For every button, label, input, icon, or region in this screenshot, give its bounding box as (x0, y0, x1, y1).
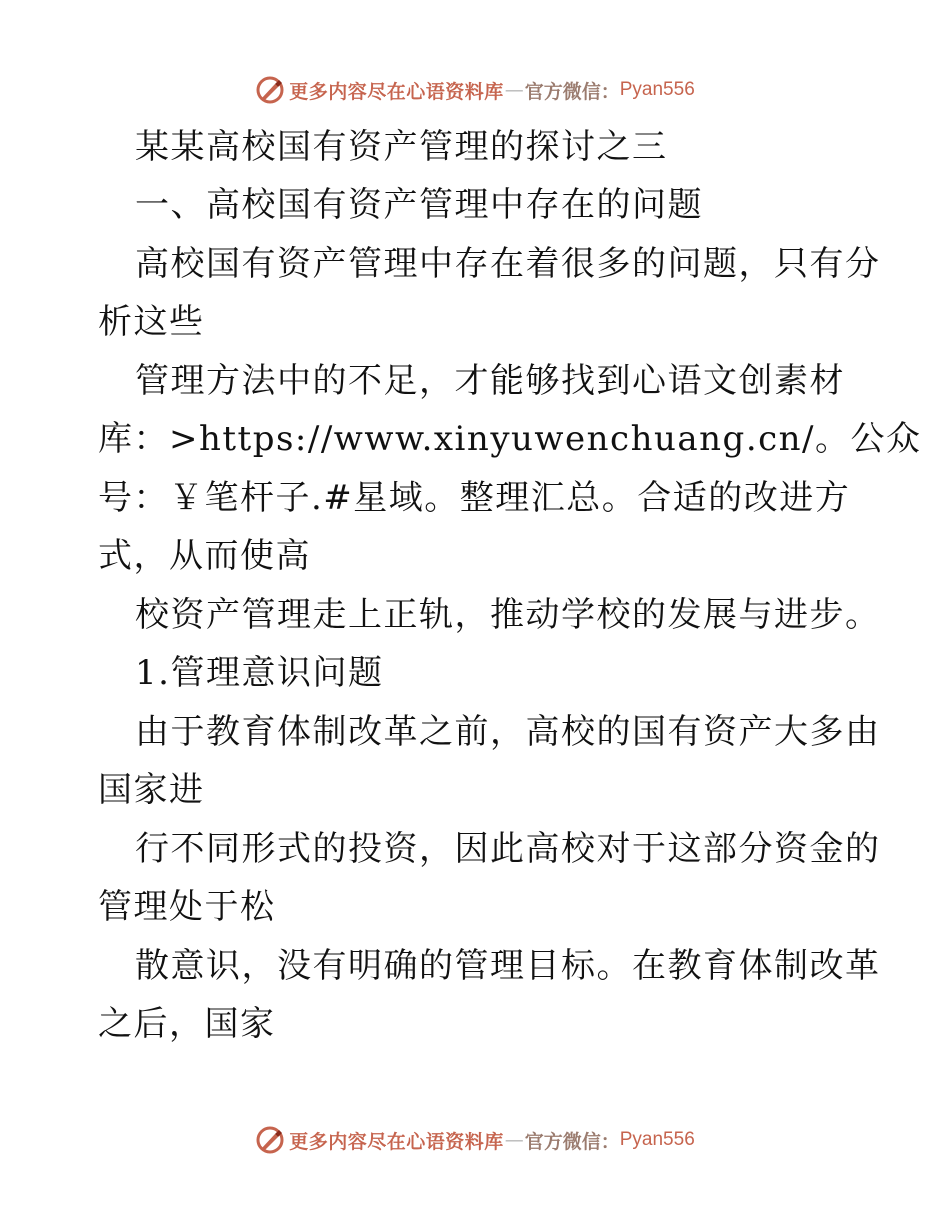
banner-wechat-label: 官方微信： (524, 1130, 620, 1153)
paragraph-line: 号：￥笔杆子.#星域。整理汇总。合适的改进方 (98, 478, 851, 518)
paragraph-line: 由于教育体制改革之前，高校的国有资产大多由 (135, 712, 881, 752)
banner-site-text: 更多内容尽在心语资料库 (289, 80, 504, 103)
document-title: 某某高校国有资产管理的探讨之三 (135, 127, 668, 167)
pen-logo-icon (255, 75, 285, 105)
pen-logo-icon (255, 1125, 285, 1155)
banner-wechat-id: Pyan556 (619, 79, 695, 100)
paragraph-line: 库：>https://www.xinyuwenchuang.cn/。公众 (98, 419, 922, 459)
footer-banner (0, 1120, 950, 1160)
paragraph-line: 校资产管理走上正轨，推动学校的发展与进步。 (135, 595, 881, 635)
banner-wechat-label: 官方微信： (524, 80, 620, 103)
paragraph-line: 国家进 (98, 770, 205, 810)
header-banner (0, 70, 950, 110)
paragraph-line: 式，从而使高 (98, 536, 311, 576)
banner-site-text: 更多内容尽在心语资料库 (289, 1130, 504, 1153)
paragraph-line: 管理处于松 (98, 887, 276, 927)
paragraph-line: 管理方法中的不足，才能够找到心语文创素材 (135, 361, 845, 401)
banner-wechat-id: Pyan556 (619, 1129, 695, 1150)
paragraph-line: 散意识，没有明确的管理目标。在教育体制改革 (135, 946, 881, 986)
banner-dash: — (504, 79, 524, 101)
section-heading: 一、高校国有资产管理中存在的问题 (135, 185, 703, 225)
banner-dash: — (504, 1129, 524, 1151)
paragraph-line: 析这些 (98, 302, 205, 342)
paragraph-line: 之后，国家 (98, 1004, 276, 1044)
subsection-heading: 1.管理意识问题 (135, 653, 384, 693)
paragraph-line: 高校国有资产管理中存在着很多的问题，只有分 (135, 244, 881, 284)
paragraph-line: 行不同形式的投资，因此高校对于这部分资金的 (135, 829, 881, 869)
